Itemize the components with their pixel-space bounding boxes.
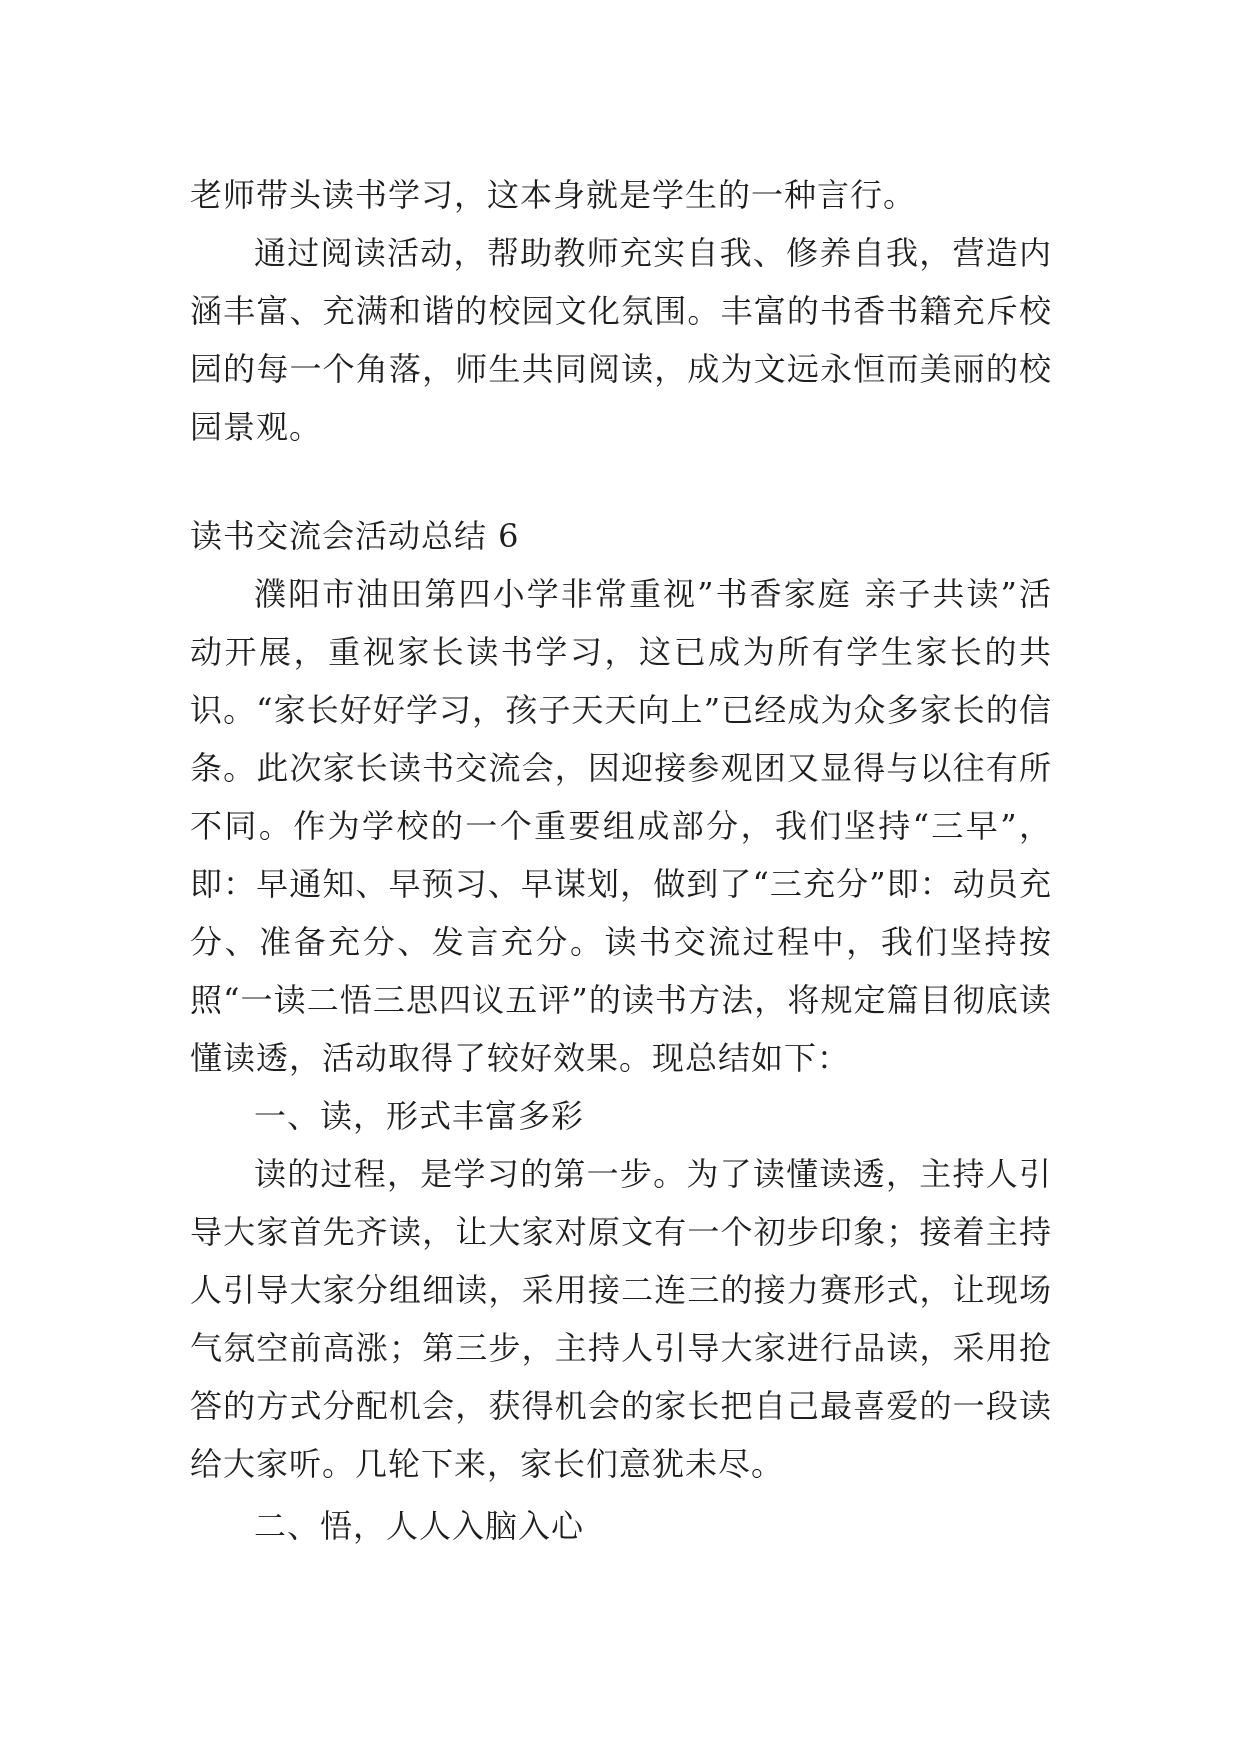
section-title: 读书交流会活动总结 6	[190, 517, 520, 555]
paragraph-continuation-end: 老师带头读书学习，这本身就是学生的一种言行。	[190, 176, 917, 214]
subheading-read: 一、读，形式丰富多彩	[254, 1097, 585, 1135]
paragraph-reading-activity: 通过阅读活动，帮助教师充实自我、修养自我，营造内涵丰富、充满和谐的校园文化氛围。丰富的书香书籍充斥校园的每一个角落，师生共同阅读，成为文远永恒而美丽的校园景观。	[190, 234, 1052, 446]
continuation-block	[190, 166, 1052, 456]
section-block	[190, 507, 1052, 1555]
paragraph-intro: 濮阳市油田第四小学非常重视”书香家庭 亲子共读”活动开展，重视家长读书学习，这已成为所有学生家长的共识。“家长好好学习，孩子天天向上”已经成为众多家长的信条。此次家长读书交流会，因迎接参观团又显得与以往有所不同。作为学校的一个重要组成部分，我们坚持“三早”，即：早通知、早预习、早谋划，做到了“三充分”即：动员充分、准备充分、发言充分。读书交流过程中，我们坚持按照“一读二悟三思四议五评”的读书方法，将规定篇目彻底读懂读透，活动取得了较好效果。现总结如下：	[190, 575, 1052, 1077]
subheading-understand: 二、悟，人人入脑入心	[254, 1507, 585, 1545]
paragraph-read: 读的过程，是学习的第一步。为了读懂读透，主持人引导大家首先齐读，让大家对原文有一个初步印象；接着主持人引导大家分组细读，采用接二连三的接力赛形式，让现场气氛空前高涨；第三步，主持人引导大家进行品读，采用抢答的方式分配机会，获得机会的家长把自己最喜爱的一段读给大家听。几轮下来，家长们意犹未尽。	[190, 1155, 1052, 1483]
